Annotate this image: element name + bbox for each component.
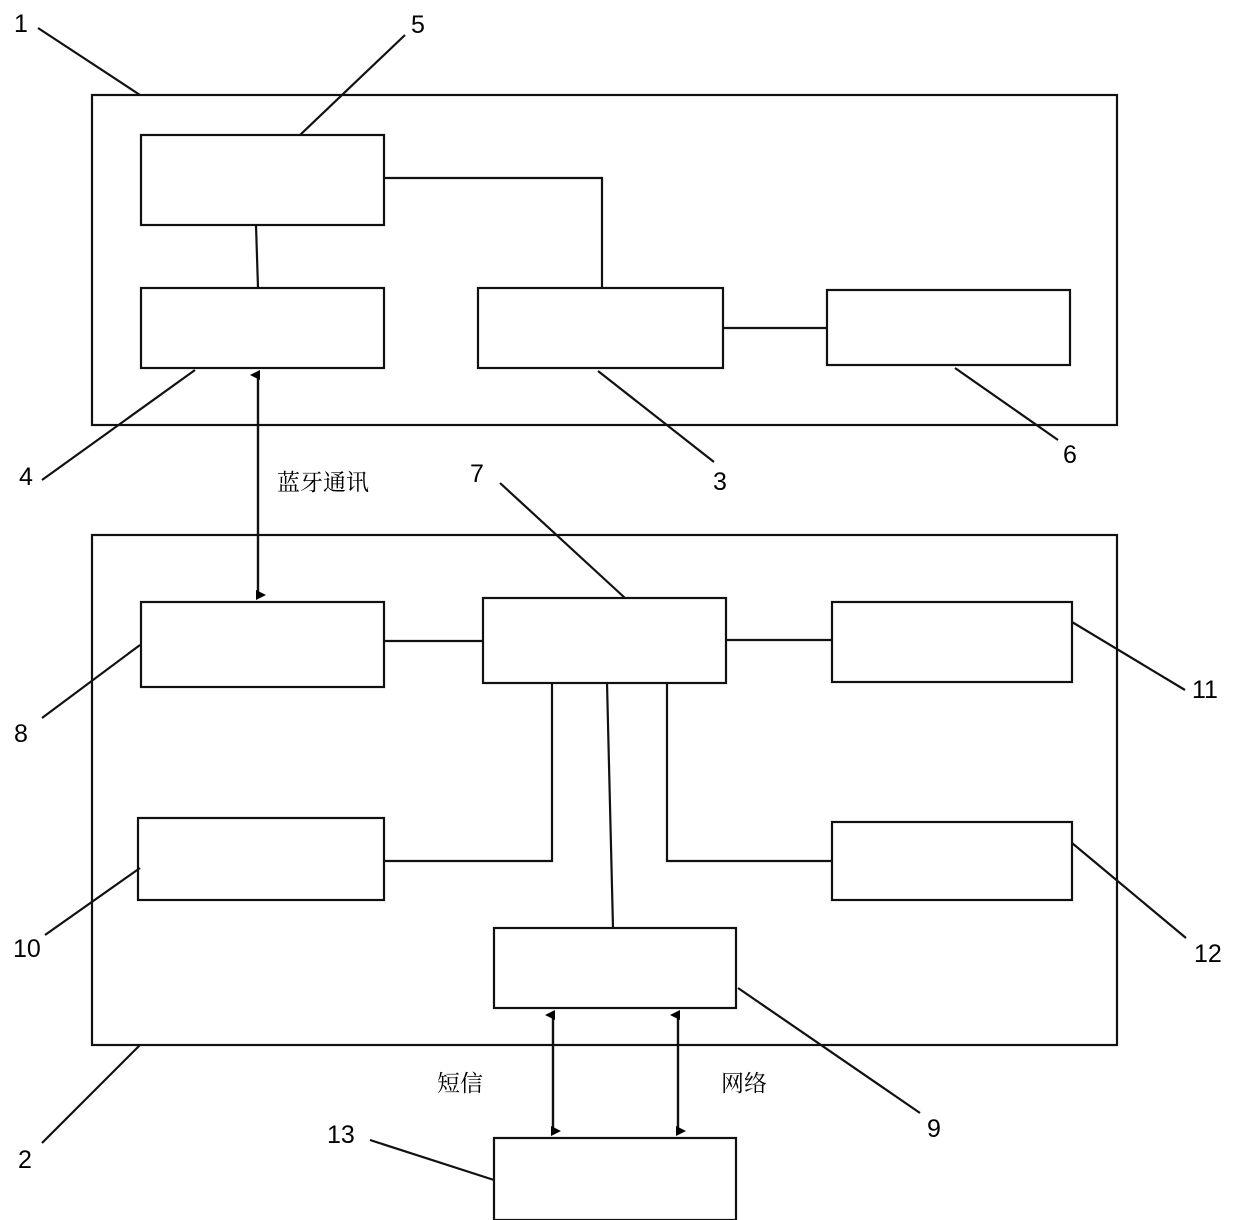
callout-2: 2: [18, 1146, 32, 1174]
leader-5: [300, 35, 405, 135]
leader-13: [370, 1140, 494, 1180]
block-12: [832, 822, 1072, 900]
leader-7: [500, 483, 625, 598]
callout-1: 1: [14, 10, 28, 38]
connector-5-3: [384, 178, 602, 288]
annotation-sms: 短信: [437, 1071, 483, 1097]
callout-4: 4: [19, 463, 33, 491]
block-5: [141, 135, 384, 225]
block-11: [832, 602, 1072, 682]
leader-2: [42, 1045, 140, 1143]
callout-6: 6: [1063, 441, 1077, 469]
connector-5-4: [256, 225, 258, 288]
enclosure-2: [92, 535, 1117, 1045]
leader-1: [38, 28, 140, 95]
callout-3: 3: [713, 468, 727, 496]
connector-7-9: [607, 683, 613, 928]
callout-9: 9: [927, 1115, 941, 1143]
leader-3: [598, 371, 714, 462]
block-4: [141, 288, 384, 368]
annotation-network: 网络: [721, 1071, 767, 1097]
callout-5: 5: [411, 11, 425, 39]
callout-10: 10: [13, 935, 41, 963]
connector-7-12: [667, 683, 832, 861]
block-7: [483, 598, 726, 683]
callout-13: 13: [327, 1121, 355, 1149]
leader-12: [1072, 843, 1186, 938]
block-8: [141, 602, 384, 687]
block-13: [494, 1138, 736, 1220]
leader-11: [1072, 622, 1185, 690]
block-10: [138, 818, 384, 900]
block-9: [494, 928, 736, 1008]
annotation-bluetooth: 蓝牙通讯: [277, 470, 369, 496]
callout-12: 12: [1194, 940, 1222, 968]
callout-11: 11: [1192, 676, 1218, 704]
block-3: [478, 288, 723, 368]
callout-7: 7: [470, 460, 484, 488]
block-6: [827, 290, 1070, 365]
callout-8: 8: [14, 720, 28, 748]
connector-10-7: [384, 683, 552, 861]
leader-6: [955, 368, 1058, 440]
